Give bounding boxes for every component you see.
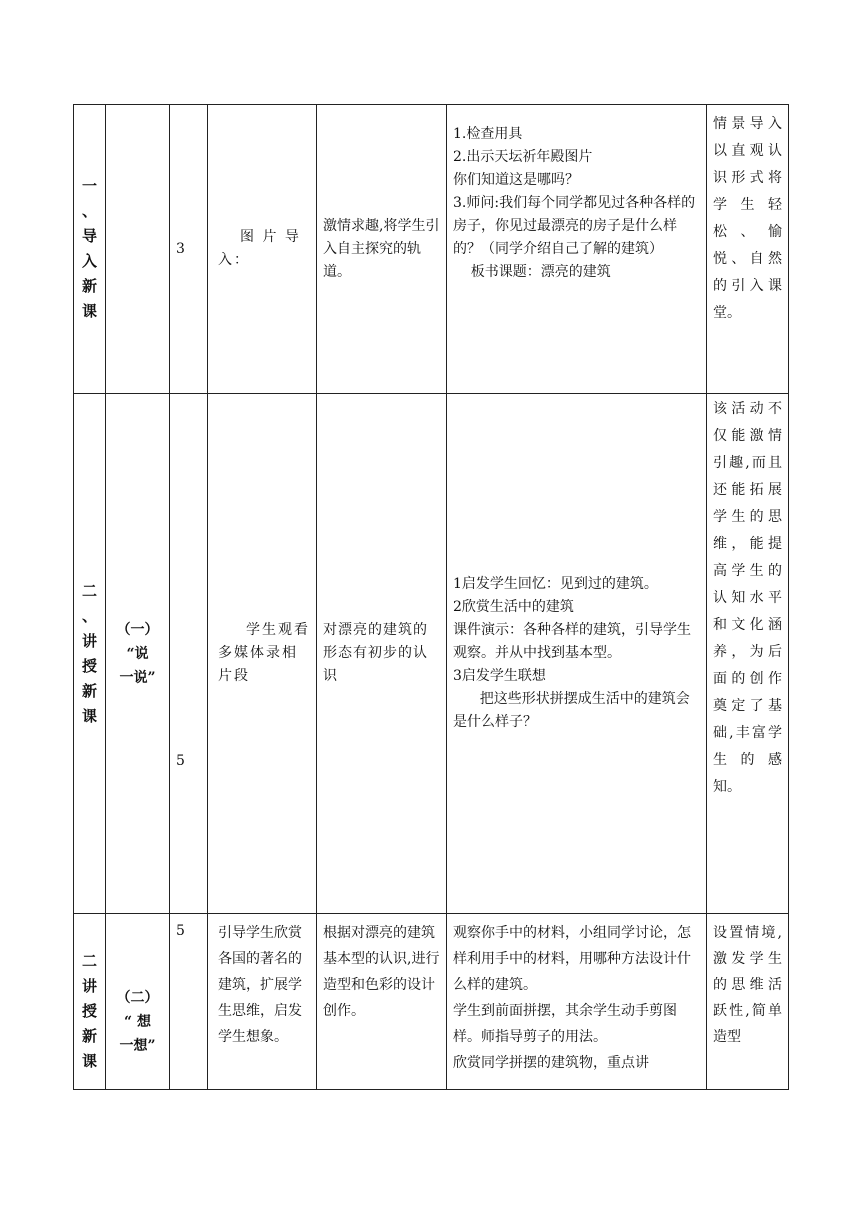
minutes-cell: 5 xyxy=(170,914,208,1090)
process-cell: 观察你手中的材料，小组同学讨论，怎样利用手中的材料，用哪种方法设计什么样的建筑。 学生到前面拼摆，其余学生动手剪图样。师指导剪子的用法。 欣赏同学拼摆的建筑物，重点讲 xyxy=(447,914,707,1090)
sub-stage-cell xyxy=(106,105,170,394)
process-cell: 1启发学生回忆：见到过的建筑。 2欣赏生活中的建筑 课件演示：各种各样的建筑，引导学生观察。并从中找到基本型。 3启发学生联想 把这些形状拼摆成生活中的建筑会是什么样子？ xyxy=(447,394,707,914)
stage-cell: 二 、 讲 授 新 课 xyxy=(74,394,106,914)
design-cell: 设置情境,激发学生的思维活跃性,简单造型 xyxy=(707,914,789,1090)
design-cell: 情景导入以直观认识形式将学生轻松、愉悦、自然的引入课堂。 xyxy=(707,105,789,394)
sub-stage-cell: （二） “ 想 一想” xyxy=(106,914,170,1090)
stage-cell: 二 讲 授 新 课 xyxy=(74,914,106,1090)
goal-cell: 根据对漂亮的建筑基本型的认识,进行造型和色彩的设计创作。 xyxy=(317,914,447,1090)
activity-cell: 学生观看多媒体录相片段 xyxy=(208,394,317,914)
table-row xyxy=(74,394,789,914)
lesson-plan-table xyxy=(73,104,789,1090)
sub-stage-cell: （一） “说 一说” xyxy=(106,394,170,914)
activity-cell: 引导学生欣赏各国的著名的建筑，扩展学生思维，启发学生想象。 xyxy=(208,914,317,1090)
activity-cell: 图 片 导 入： xyxy=(208,105,317,394)
table-row xyxy=(74,105,789,394)
table-row xyxy=(74,914,789,1090)
process-cell: 1.检查用具 2.出示天坛祈年殿图片 你们知道这是哪吗？ 3.师问:我们每个同学都见过各种各样的房子，你见过最漂亮的房子是什么样的？（同学介绍自己了解的建筑） 板书课题：漂亮的建筑 xyxy=(447,105,707,394)
goal-cell: 对漂亮的建筑的形态有初步的认识 xyxy=(317,394,447,914)
minutes-cell: 5 xyxy=(170,394,208,914)
minutes-cell: 3 xyxy=(170,105,208,394)
goal-cell: 激情求趣,将学生引入自主探究的轨道。 xyxy=(317,105,447,394)
stage-cell: 一 、 导 入 新 课 xyxy=(74,105,106,394)
design-cell: 该活动不仅能激情引趣,而且还能拓展学生的思维，能提高学生的认知水平和文化涵养，为后面的创作奠定了基础,丰富学生的感知。 xyxy=(707,394,789,914)
